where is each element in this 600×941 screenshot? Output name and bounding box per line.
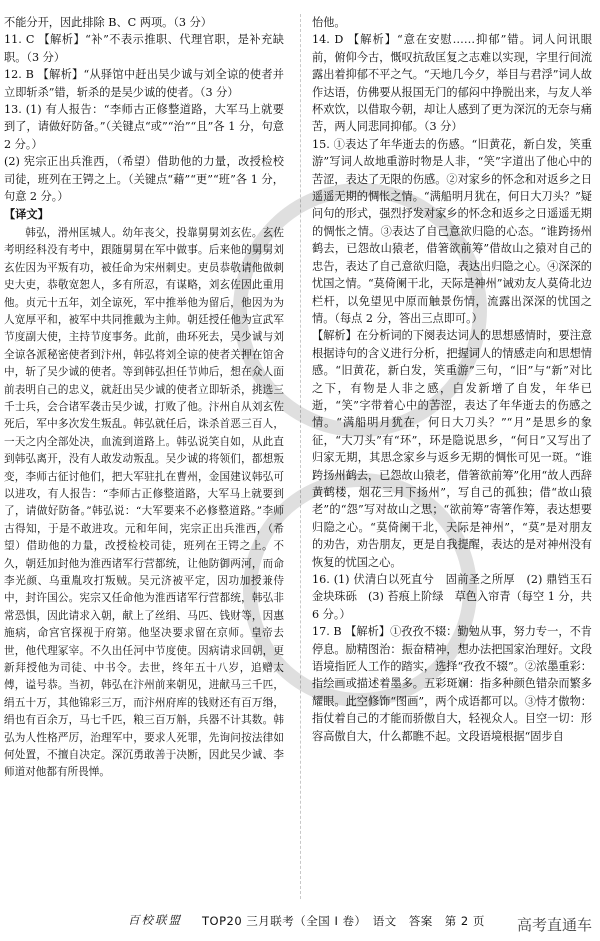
left-line-0: 不能分开，因此排除 B、C 两项。（3 分）: [4, 16, 212, 29]
column-divider: [300, 14, 301, 899]
right-column: [312, 14, 592, 904]
footer-brand: 百校联盟: [128, 913, 182, 927]
left-column: [4, 14, 284, 904]
yiwen-heading: 【译文】: [4, 208, 49, 222]
footer-text: TOP20 三月联考（全国 I 卷） 语文 答案 第 2 页: [202, 914, 485, 928]
page-footer: [0, 912, 600, 934]
yiwen-text: 韩弘，滑州匡城人。幼年丧父，投靠舅舅刘玄佐。玄佐考明经科没有考中，跟随舅舅在军中做事。后来他的舅舅刘玄佐因为平叛有功，被任命为宋州刺史。吏员恭敬请他做刺史大吏，恭敬宽恕人，多有所忍，有谋略，刘玄佐因此重用他。贞元十五年，刘全谅死，军中推举他为留后，他因为为人宽厚平和，被军中共同推戴为主帅。朝廷授任他为宣武军节度副大使，主持节度事务。此前，曲环死去，吴少诚与刘全谅各派秘密使者到汴州，韩弘将刘全谅的使者关押在馆舍中，斩了吴少诚的使者。等到韩弘担任节帅后，想在众人面前表明自己的忠义，就赶出吴少诚的使者立即斩杀，挑选三千士兵，会合诸军袭击吴少诚，打败了他。汴州自从刘玄佐死后，军中多次发生叛乱。韩弘就任后，诛杀首恶三百人，一天之内全部处决，血流到道路上。韩弘说笑自如，从此直到韩弘离开，没有人敢发动叛乱。吴少诚的将领们，都想叛变，李师古征讨他们，把大军驻扎在曹州，金国建议韩弘可以进攻，有人报告：“李师古正修整道路，大军马上就要到了，请做好防备。”韩弘说：“大军要来不必修整道路。”李师古得知，于是不敢进攻。元和年间，宪宗正出兵淮西，（希望）借助他的力量，改授检校司徒，班列在王锷之上。不久，朝廷加封他为淮西诸军行营都统，让他防御两河，而命李光颜、乌重胤攻打叛贼。吴元济被平定，因功加授兼侍中，封许国公。宪宗又任命他为淮西诸军行营都统，韩弘非常恐惧，因此请求入朝，献上了丝绢、马匹、钱财等，因惠施病，命宫官探视于府第。他坚决要求留在京师。皇帝去世，他代理冢宰。不久出任河中节度使。因病请求回朝，更新拜授他为司徒、中书令。去世，终年五十八岁，追赠太傅，谥号恭。当初，韩弘在汴州前来朝见，进献马三千匹，绢五十万，其他锦彩三万，而汴州府库的钱财还有百万缗，绢也有百余万，马七千匹，粮三百万斛，兵器不计其数。韩弘为人性格严厉，治理军中，要求人死罪，先询问按法律如何处置，不擅自决定。深沉勇敢善于决断，因此吴少诚、李师道对他都有所畏惮。: [4, 226, 284, 779]
answer-13-2: (2) 宪宗正出兵淮西，（希望）借助他的力量，改授检校司徒，班列在王锷之上。（关键点“藉”“更”“班”各 1 分，句意 2 分。）: [4, 155, 284, 204]
answer-16: 16. (1) 伏清白以死直兮 固前圣之所厚 (2) 鼎铛玉石 金块珠砾 (3) 苔痕上阶绿 草色入帘青（每空 1 分，共 6 分。）: [312, 573, 592, 621]
watermark-text: 高考直通车: [516, 916, 592, 934]
answer-11: 11. C 【解析】“补”不表示推职、代理官职，是补充缺职。（3 分）: [4, 33, 284, 64]
answer-13-1: 13. (1) 有人报告：“李师古正修整道路，大军马上就要到了，请做好防备。”（关键点“或”“治”“且”各 1 分，句意 2 分。）: [4, 103, 284, 151]
answer-15: 15. ①表达了年华逝去的伤感。“旧黄花，新白发，笑重游”写词人故地重游时物是人非，“笑”字道出了他心中的苦涩，表达了无限的伤感。②对家乡的怀念和对返乡之日遥遥无期的惆怅之情。“满船明月犹在，何日大刀头？”疑问句的形式，强烈抒发对家乡的怀念和返乡之日遥遥无期的惆怅之情。③表达了自己意欲归隐的心态。“谁跨扬州鹤去，已怨故山猿老，借箸欲前筹”借故山之猿对自己的忠告，表达了自己意欲归隐，表达出归隐之心。④深深的忧国之情。“莫倚阑干北，天际是神州”诫劝友人莫倚北边栏杆，以免望见中原而触景伤情，流露出深深的忧国之情。（每点 2 分，答出三点即可。）: [312, 137, 592, 325]
answer-12: 12. B 【解析】“从驿馆中赶出吴少诚与刘全谅的使者并立即斩杀”错，斩杀的是吴少诚的使者。（3 分）: [4, 68, 284, 99]
answer-17: 17. B 【解析】①孜孜不辍：勤勉从事，努力专一，不肯停息。励精图治：振奋精神，想办法把国家治理好。文段语境指匠人工作的踏实，选择“孜孜不辍”。②浓墨重彩：指绘画或描述着墨多。五彩斑斓：指多种颜色错杂而繁多耀眼。此空修饰“图画”，两个成语都可以。③恃才傲物：指仗着自己的才能而骄傲自大，轻视众人。目空一切：形容高傲自大，什么都瞧不起。文段语境根据“固步自: [312, 625, 592, 743]
right-line-0: 怡他。: [312, 16, 346, 29]
answer-15-analysis: 【解析】在分析词的下阕表达词人的思想感情时，要注意根据诗句的含义进行分析，把握词人的情感走向和思想情感。“旧黄花，新白发，笑重游”三句，“旧”与“新”对比之下，有物是人非之感，白发新增了自发，年华已逝，“笑”字带着心中的苦涩，表达了年华逝去的伤感之情。“满船明月犹在，何日大刀头？”“月”是思乡的象征，“大刀头”有“环”，环是隐说思乡，“何日”又写出了归家无期，其思念家乡与返乡无期的惆怅可见一斑。“谁跨扬州鹤去，已怨故山猿老，借箸欲前筹”化用“故人西辞黄鹤楼，烟花三月下扬州”，写自己的孤独；借“故山猿老”的“怨”写对故山之思；“欲前筹”寄箸作筹，表达想要归隐之心。“莫倚阑干北，天际是神州”，“莫”是对朋友的劝告，劝告朋友，更是自我提醒，表达的是对神州没有恢复的忧国之心。: [312, 329, 592, 569]
answer-14: 14. D 【解析】“意在安慰……抑郁”错。词人问讯眼前，俯仰今古，慨叹抗敌匡复之志难以实现，字里行间流露出着抑郁不平之气。“天地几今夕，举目与君浮”词人故作达语，仿佛要从报国无门的郁闷中挣脱出来，与友人举杯欢饮，以借取今朝，却让人感到了更为深沉的无奈与痛苦，两人同悲同抑郁。（3 分）: [312, 33, 592, 134]
